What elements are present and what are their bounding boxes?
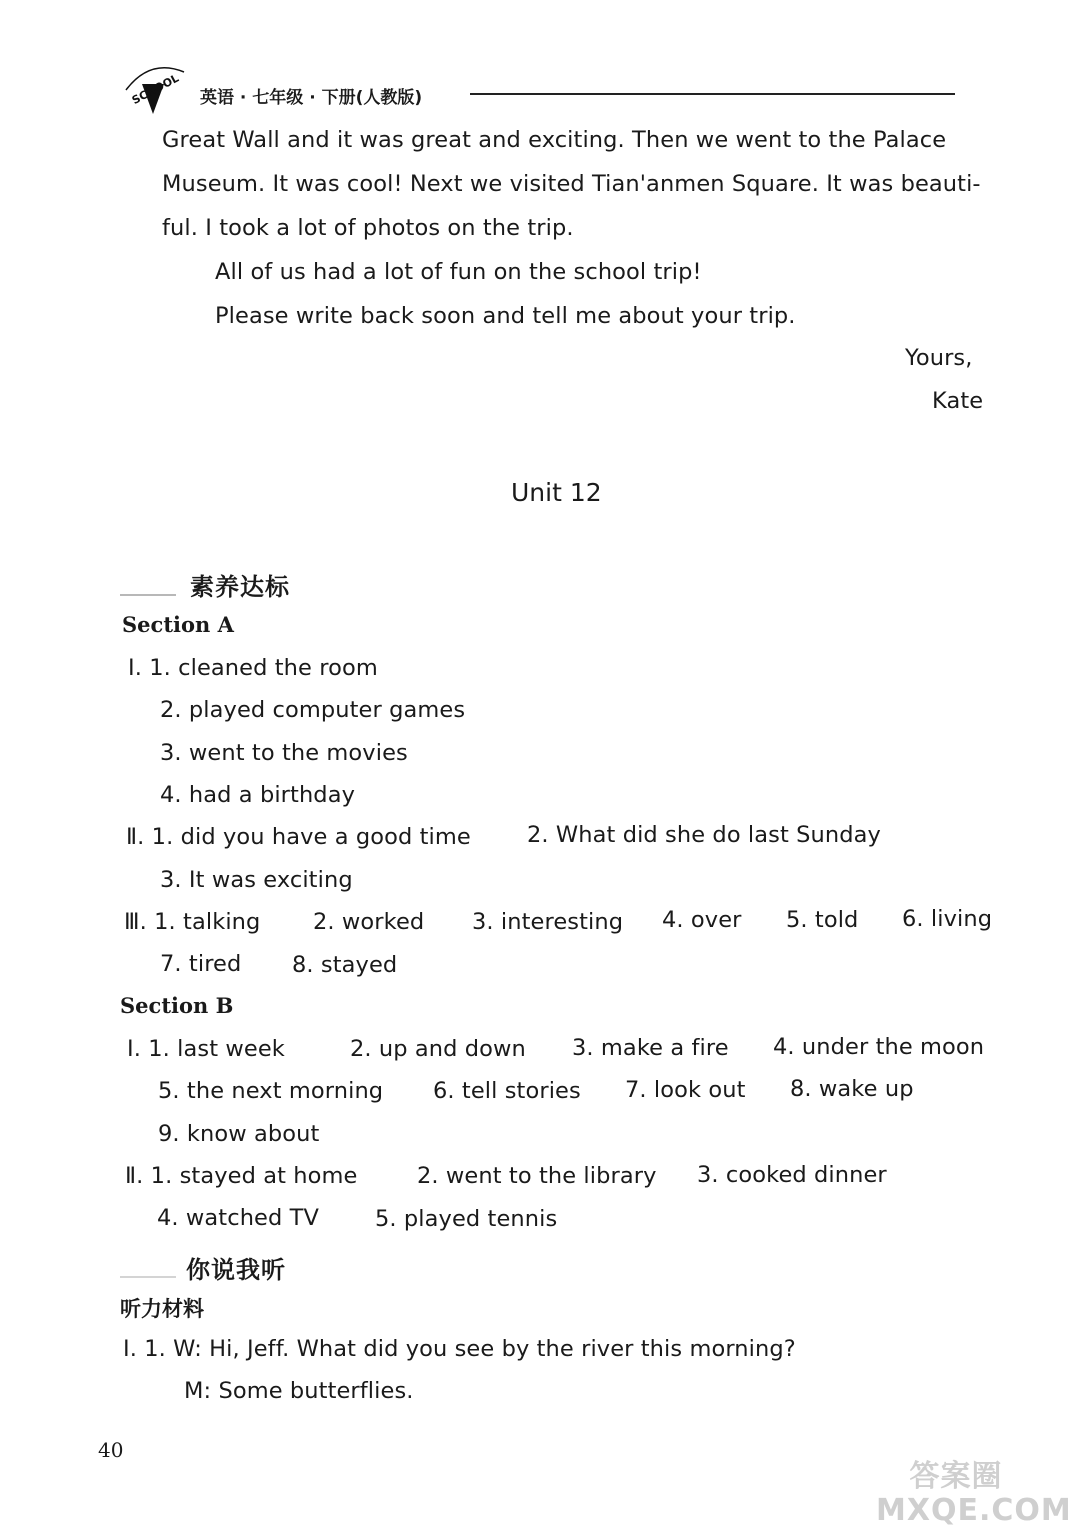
- watermark: 答案圈 MXQE.COM: [876, 1459, 1072, 1528]
- part2-heading: 你说我听: [186, 1256, 286, 1284]
- answer-item: 3. interesting: [472, 909, 624, 935]
- answer-item: 3. It was exciting: [160, 867, 353, 893]
- letter-closing: Yours,: [905, 345, 973, 371]
- letter-line: Great Wall and it was great and exciting. Then we went to the Palace: [162, 127, 947, 153]
- answer-item: 2. played computer games: [160, 697, 466, 723]
- answer-item: Ⅱ. 1. stayed at home: [125, 1163, 358, 1189]
- header-title: 英语 · 七年级 · 下册(人教版): [200, 88, 423, 108]
- section-b-heading: Section B: [120, 993, 234, 1018]
- answer-item: Ⅱ. 1. did you have a good time: [126, 824, 471, 850]
- answer-item: 9. know about: [158, 1121, 320, 1147]
- answer-item: 8. stayed: [292, 952, 398, 978]
- letter-line: ful. I took a lot of photos on the trip.: [162, 215, 574, 241]
- answer-item: 7. look out: [625, 1077, 746, 1103]
- answer-item: 2. up and down: [350, 1036, 526, 1062]
- svg-text:SCHOOL: SCHOOL: [129, 71, 181, 107]
- unit-title: Unit 12: [511, 478, 602, 507]
- answer-item: Ⅰ. 1. cleaned the room: [128, 655, 378, 681]
- letter-line: Please write back soon and tell me about your trip.: [215, 303, 796, 329]
- letter-line: All of us had a lot of fun on the school trip!: [215, 259, 702, 285]
- answer-item: 2. worked: [313, 909, 425, 935]
- letter-line: Museum. It was cool! Next we visited Tian'anmen Square. It was beauti-: [162, 171, 981, 197]
- answer-item: 4. over: [662, 907, 742, 933]
- section-bar: [120, 1276, 176, 1278]
- answer-item: 3. went to the movies: [160, 740, 408, 766]
- part2-subheading: 听力材料: [120, 1297, 204, 1321]
- answer-item: Ⅲ. 1. talking: [124, 909, 261, 935]
- answer-item: 3. make a fire: [572, 1035, 729, 1061]
- section-a-heading: Section A: [122, 612, 234, 637]
- answer-item: 2. What did she do last Sunday: [527, 822, 881, 848]
- answer-item: 6. living: [902, 906, 993, 932]
- answer-item: 3. cooked dinner: [697, 1162, 887, 1188]
- answer-item: 8. wake up: [790, 1076, 914, 1102]
- page-number: 40: [98, 1438, 124, 1462]
- answer-item: 5. the next morning: [158, 1078, 384, 1104]
- section-bar: [120, 594, 176, 596]
- answer-item: 7. tired: [160, 951, 242, 977]
- answer-item: 4. under the moon: [773, 1034, 985, 1060]
- answer-item: Ⅰ. 1. last week: [127, 1036, 285, 1062]
- answer-item: 6. tell stories: [433, 1078, 581, 1104]
- answer-item: 4. watched TV: [157, 1205, 319, 1231]
- answer-item: 5. told: [786, 907, 859, 933]
- answer-item: 5. played tennis: [375, 1206, 558, 1232]
- part1-heading: 素养达标: [190, 573, 290, 601]
- school-logo-icon: [120, 58, 188, 116]
- listening-line: M: Some butterflies.: [184, 1378, 414, 1404]
- letter-signature: Kate: [932, 388, 984, 414]
- header-rule: [470, 93, 955, 95]
- answer-item: 2. went to the library: [417, 1163, 657, 1189]
- answer-item: 4. had a birthday: [160, 782, 355, 808]
- listening-line: Ⅰ. 1. W: Hi, Jeff. What did you see by the river this morning?: [123, 1336, 796, 1362]
